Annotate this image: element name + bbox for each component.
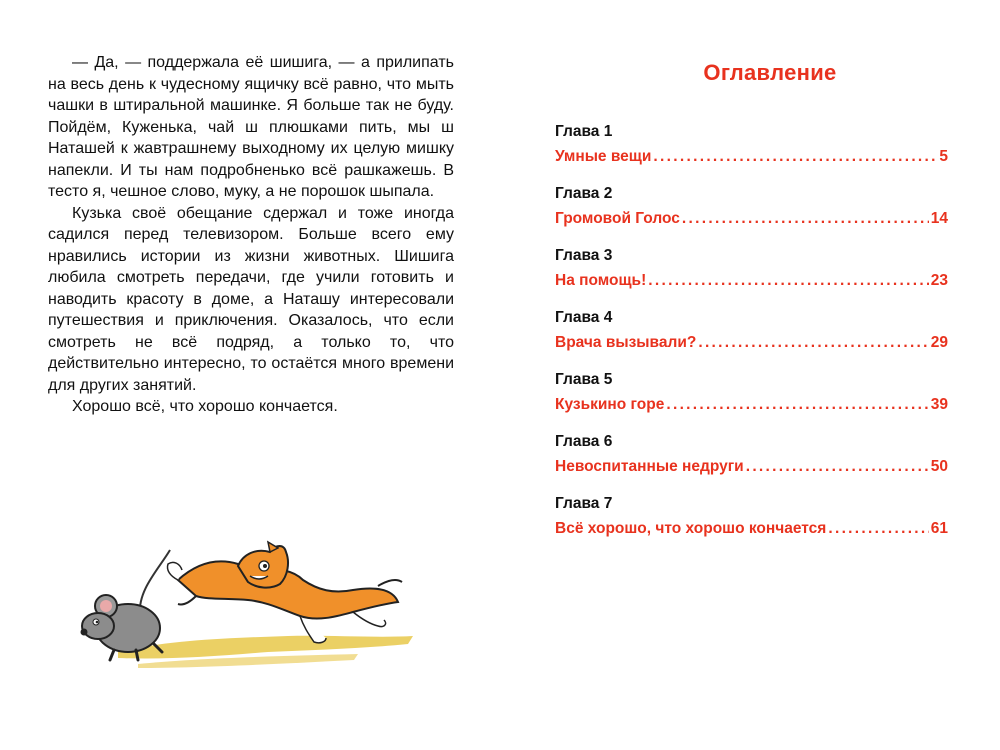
- chapter-line: [555, 146, 948, 168]
- page-number: 5: [939, 148, 948, 165]
- chapter-label: Глава 3: [555, 247, 613, 264]
- toc-entry[interactable]: [555, 246, 948, 308]
- toc-entry[interactable]: [555, 432, 948, 494]
- toc-entry[interactable]: [555, 370, 948, 432]
- chapter-label: Глава 1: [555, 123, 613, 140]
- dot-leader: [746, 456, 929, 478]
- chapter-line: [555, 208, 948, 230]
- dot-leader: [648, 270, 929, 292]
- story-paragraph: Кузька своё обещание сдержал и тоже иногда садился перед телевизором. Больше всего ему нравились истории из жизни животных. Шишига любила смотреть передачи, где учили готовить и наводить красоту в доме, а Наташу интересовали путешествия и приключения. Оказалось, что если смотреть не всё подряд, а только то, что действительно интересно, то остаётся много времени для других занятий.: [48, 204, 454, 394]
- dot-leader: [653, 146, 937, 168]
- page-number: 14: [930, 210, 948, 227]
- story-paragraph: Хорошо всё, что хорошо кончается.: [72, 398, 338, 415]
- toc-entry[interactable]: [555, 122, 948, 184]
- page-number: 50: [930, 458, 948, 475]
- toc-entry[interactable]: [555, 308, 948, 370]
- chapter-title: Умные вещи: [555, 148, 652, 165]
- mouse-figure: [81, 550, 171, 660]
- chapter-title: Врача вызывали?: [555, 334, 697, 351]
- dot-leader: [666, 394, 928, 416]
- chapter-title: Кузькино горе: [555, 396, 665, 413]
- page-number: 39: [930, 396, 948, 413]
- story-text: [48, 52, 454, 418]
- chapter-line: [555, 394, 948, 416]
- chapter-title: Всё хорошо, что хорошо кончается: [555, 520, 827, 537]
- dot-leader: [698, 332, 928, 354]
- page-number: 29: [930, 334, 948, 351]
- table-of-contents: [555, 122, 948, 556]
- chapter-title: Невоспитанные недруги: [555, 458, 744, 475]
- dot-leader: [682, 208, 929, 230]
- chapter-label: Глава 5: [555, 371, 613, 388]
- page-number: 61: [930, 520, 948, 537]
- dot-leader: [828, 518, 928, 540]
- chapter-label: Глава 6: [555, 433, 613, 450]
- toc-entry[interactable]: [555, 494, 948, 556]
- chapter-line: [555, 518, 948, 540]
- chapter-label: Глава 7: [555, 495, 613, 512]
- toc-title: Оглавление: [703, 60, 837, 85]
- chapter-line: [555, 332, 948, 354]
- toc-entry[interactable]: [555, 184, 948, 246]
- chapter-title: На помощь!: [555, 272, 647, 289]
- chapter-line: [555, 456, 948, 478]
- chapter-title: Громовой Голос: [555, 210, 680, 227]
- story-paragraph: — Да, — поддержала её шишига, — а прилипать на весь день к чудесному ящичку всё равно, что мыть чашки в штиральной машинке. Я больше так не буду. Пойдём, Куженька, чай ш плюшками пить, мы ш Наташей к жавтрашнему выходному их целую мишку напекли. И ты нам подробненько всё рашкажешь. В тесто я, чешное слово, муку, а не порошок шыпала.: [48, 54, 454, 200]
- page-number: 23: [930, 272, 948, 289]
- chapter-label: Глава 4: [555, 309, 613, 326]
- fox-chasing-mouse-illustration: [78, 540, 418, 670]
- chapter-line: [555, 270, 948, 292]
- right-page: [500, 0, 1000, 750]
- chapter-label: Глава 2: [555, 185, 613, 202]
- fox-figure: [167, 542, 402, 643]
